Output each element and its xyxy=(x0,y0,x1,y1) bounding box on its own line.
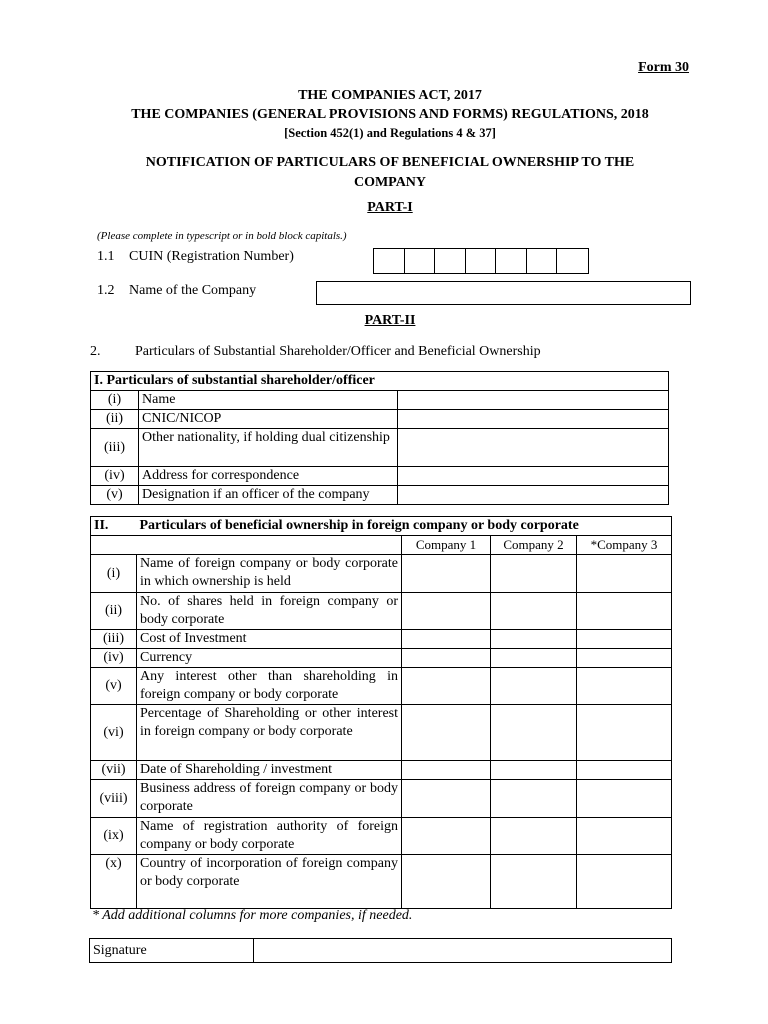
row-number: (x) xyxy=(91,855,137,909)
company-1-cell[interactable] xyxy=(402,761,491,780)
company-name-number: 1.2 xyxy=(97,283,115,298)
row-label: Designation if an officer of the company xyxy=(139,486,398,505)
table-header-row xyxy=(91,372,669,391)
table-row xyxy=(91,410,669,429)
designation-field[interactable] xyxy=(398,486,669,505)
row-label: Country of incorporation of foreign company or body corporate xyxy=(137,855,402,909)
company-1-cell[interactable] xyxy=(402,855,491,909)
company-2-cell[interactable] xyxy=(491,649,577,668)
column-header-company-1: Company 1 xyxy=(402,536,491,555)
section-1-heading: I. Particulars of substantial shareholder/officer xyxy=(91,372,669,391)
row-number: (ix) xyxy=(91,818,137,855)
section-2-heading: Particulars of beneficial ownership in foreign company or body corporate xyxy=(137,517,672,536)
regulations-title: THE COMPANIES (GENERAL PROVISIONS AND FORMS) REGULATIONS, 2018 xyxy=(131,107,649,122)
signature-table xyxy=(89,938,672,963)
row-label: Name of foreign company or body corporate in which ownership is held xyxy=(137,555,402,593)
row-number: (i) xyxy=(91,391,139,410)
company-1-cell[interactable] xyxy=(402,668,491,705)
row-label: Address for correspondence xyxy=(139,467,398,486)
table-header-row xyxy=(91,517,672,536)
additional-columns-footnote: * Add additional columns for more companies, if needed. xyxy=(92,908,413,923)
item-2-number: 2. xyxy=(90,344,101,359)
blank-header-cell xyxy=(91,536,402,555)
company-name-label: Name of the Company xyxy=(129,283,257,298)
company-name-input[interactable] xyxy=(316,281,691,305)
company-1-cell[interactable] xyxy=(402,818,491,855)
company-3-cell[interactable] xyxy=(577,761,672,780)
company-3-cell[interactable] xyxy=(577,705,672,761)
table-row xyxy=(91,780,672,818)
company-3-cell[interactable] xyxy=(577,855,672,909)
row-label: Name of registration authority of foreign company or body corporate xyxy=(137,818,402,855)
company-3-cell[interactable] xyxy=(577,649,672,668)
row-number: (vi) xyxy=(91,705,137,761)
item-2-label: Particulars of Substantial Shareholder/Officer and Beneficial Ownership xyxy=(135,344,541,359)
column-header-company-3: *Company 3 xyxy=(577,536,672,555)
row-label: Any interest other than shareholding in foreign company or body corporate xyxy=(137,668,402,705)
company-3-cell[interactable] xyxy=(577,593,672,630)
company-1-cell[interactable] xyxy=(402,593,491,630)
company-2-cell[interactable] xyxy=(491,818,577,855)
table-row xyxy=(91,818,672,855)
table-row xyxy=(91,649,672,668)
other-nationality-field[interactable] xyxy=(398,429,669,467)
company-1-cell[interactable] xyxy=(402,649,491,668)
cuin-digit-box[interactable] xyxy=(527,249,558,273)
part-1-title: PART-I xyxy=(367,200,413,215)
table-row xyxy=(91,761,672,780)
cuin-digit-box[interactable] xyxy=(374,249,405,273)
section-2-roman: II. xyxy=(91,517,137,536)
row-number: (iii) xyxy=(91,429,139,467)
row-number: (iii) xyxy=(91,630,137,649)
row-number: (ii) xyxy=(91,593,137,630)
row-label: Percentage of Shareholding or other interest in foreign company or body corporate xyxy=(137,705,402,761)
row-label: Cost of Investment xyxy=(137,630,402,649)
table-row xyxy=(91,668,672,705)
table-row xyxy=(91,555,672,593)
cuin-digit-box[interactable] xyxy=(466,249,497,273)
company-1-cell[interactable] xyxy=(402,780,491,818)
company-2-cell[interactable] xyxy=(491,555,577,593)
shareholder-particulars-table xyxy=(90,371,669,505)
company-2-cell[interactable] xyxy=(491,761,577,780)
notification-title xyxy=(0,153,768,193)
company-2-cell[interactable] xyxy=(491,593,577,630)
row-number: (v) xyxy=(91,668,137,705)
row-label: No. of shares held in foreign company or body corporate xyxy=(137,593,402,630)
row-number: (viii) xyxy=(91,780,137,818)
company-3-cell[interactable] xyxy=(577,555,672,593)
company-2-cell[interactable] xyxy=(491,780,577,818)
company-2-cell[interactable] xyxy=(491,668,577,705)
company-2-cell[interactable] xyxy=(491,630,577,649)
signature-label: Signature xyxy=(90,939,254,963)
row-number: (iv) xyxy=(91,467,139,486)
cuin-number: 1.1 xyxy=(97,249,115,264)
row-number: (i) xyxy=(91,555,137,593)
table-row xyxy=(91,630,672,649)
notification-line-2: COMPANY xyxy=(353,175,427,190)
company-3-cell[interactable] xyxy=(577,818,672,855)
form-number: Form 30 xyxy=(638,60,689,75)
cuin-label: CUIN (Registration Number) xyxy=(129,249,294,264)
beneficial-ownership-table xyxy=(90,516,672,909)
cuin-digit-box[interactable] xyxy=(557,249,588,273)
company-3-cell[interactable] xyxy=(577,668,672,705)
cuin-digit-box[interactable] xyxy=(496,249,527,273)
row-label: Currency xyxy=(137,649,402,668)
cuin-digit-box[interactable] xyxy=(435,249,466,273)
row-label: Business address of foreign company or body corporate xyxy=(137,780,402,818)
cuin-digit-box[interactable] xyxy=(405,249,436,273)
column-header-company-2: Company 2 xyxy=(491,536,577,555)
part-2-title: PART-II xyxy=(364,313,416,328)
table-row xyxy=(91,593,672,630)
row-number: (v) xyxy=(91,486,139,505)
company-2-cell[interactable] xyxy=(491,855,577,909)
cuin-input[interactable] xyxy=(373,248,589,274)
row-number: (iv) xyxy=(91,649,137,668)
row-label: Other nationality, if holding dual citizenship xyxy=(139,429,398,467)
completion-note: (Please complete in typescript or in bold block capitals.) xyxy=(97,230,347,242)
signature-row xyxy=(90,939,672,963)
row-label: CNIC/NICOP xyxy=(139,410,398,429)
table-row xyxy=(91,486,669,505)
name-field[interactable] xyxy=(398,391,669,410)
row-label: Name xyxy=(139,391,398,410)
company-1-cell[interactable] xyxy=(402,705,491,761)
column-header-row xyxy=(91,536,672,555)
cnic-field[interactable] xyxy=(398,410,669,429)
signature-field[interactable] xyxy=(254,939,672,963)
act-title: THE COMPANIES ACT, 2017 xyxy=(298,88,482,103)
table-row xyxy=(91,391,669,410)
table-row xyxy=(91,855,672,909)
address-field[interactable] xyxy=(398,467,669,486)
company-2-cell[interactable] xyxy=(491,705,577,761)
notification-line-1: NOTIFICATION OF PARTICULARS OF BENEFICIAL OWNERSHIP TO THE xyxy=(145,155,635,170)
row-number: (vii) xyxy=(91,761,137,780)
table-row xyxy=(91,705,672,761)
company-1-cell[interactable] xyxy=(402,630,491,649)
company-1-cell[interactable] xyxy=(402,555,491,593)
company-3-cell[interactable] xyxy=(577,630,672,649)
table-row xyxy=(91,467,669,486)
row-label: Date of Shareholding / investment xyxy=(137,761,402,780)
row-number: (ii) xyxy=(91,410,139,429)
table-row xyxy=(91,429,669,467)
section-reference: [Section 452(1) and Regulations 4 & 37] xyxy=(284,126,496,140)
company-3-cell[interactable] xyxy=(577,780,672,818)
